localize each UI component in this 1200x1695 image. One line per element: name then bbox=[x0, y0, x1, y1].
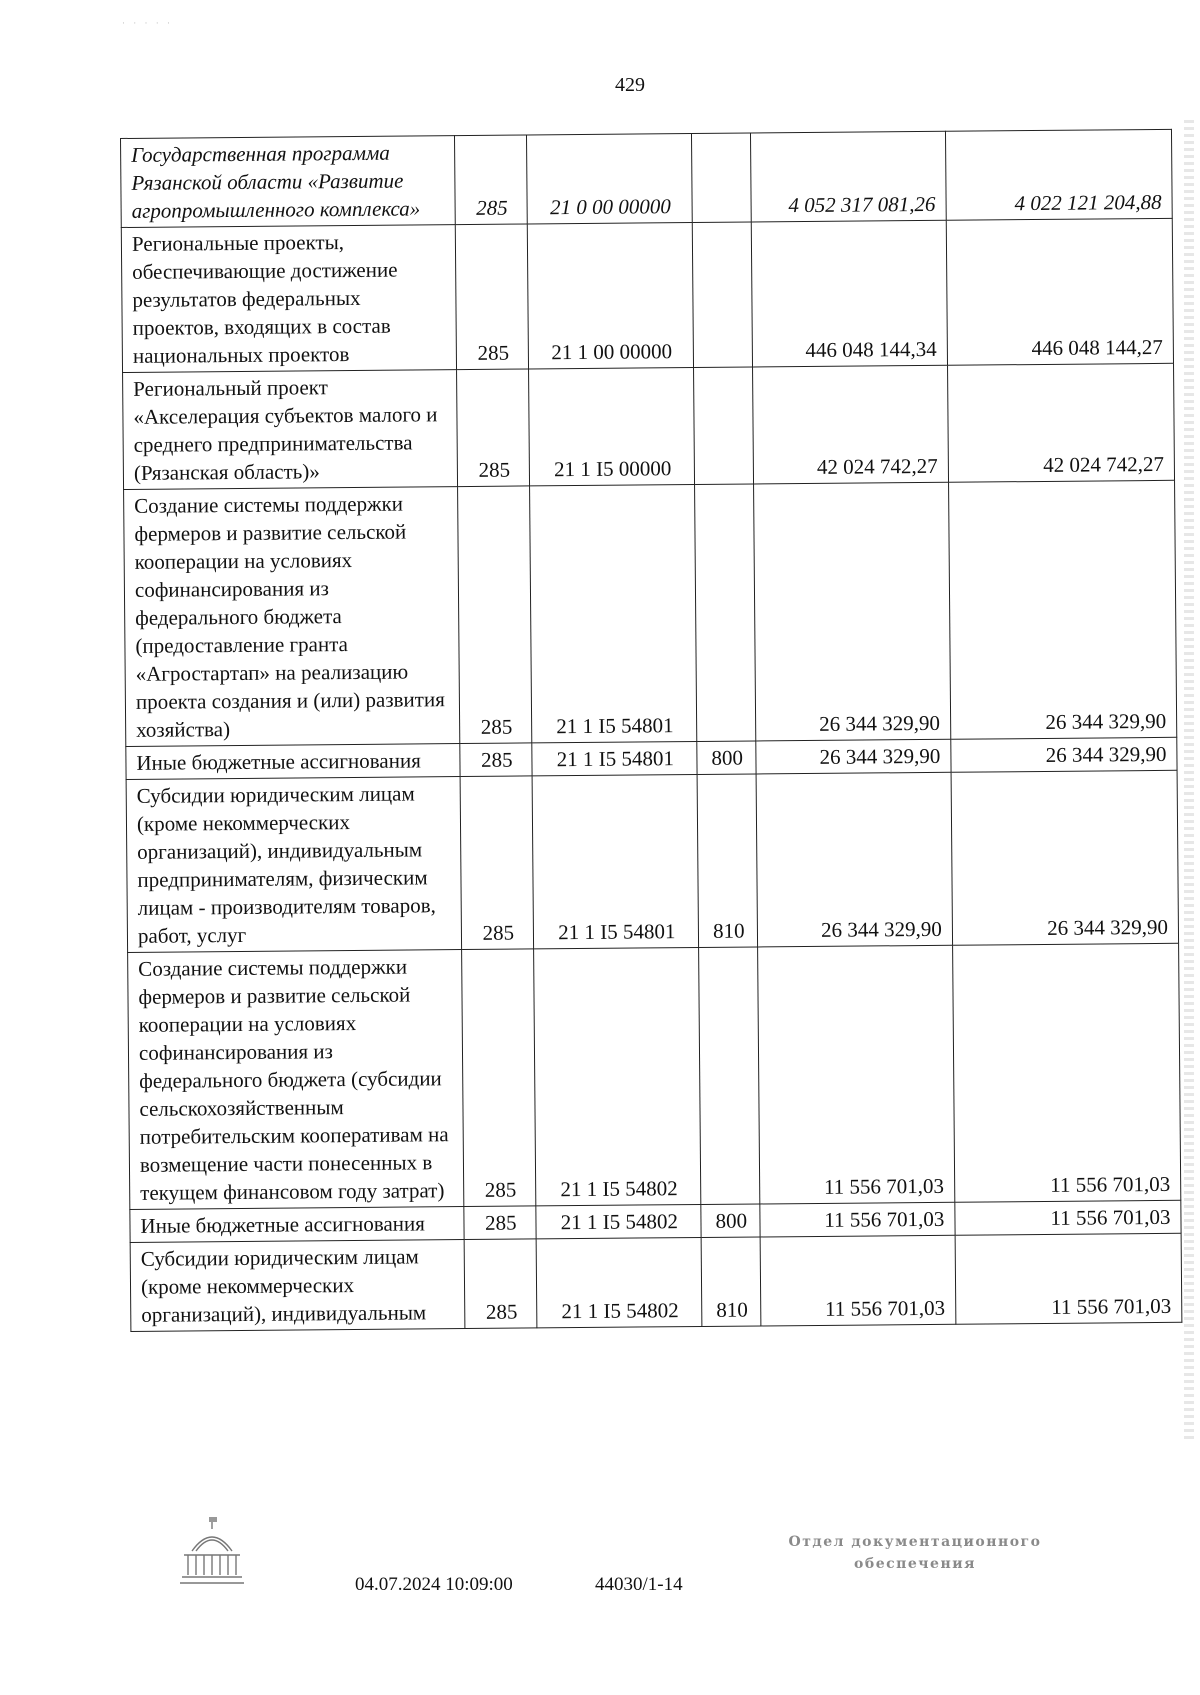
row-gr-cell: 285 bbox=[460, 743, 532, 777]
row-sum1-cell: 446 048 144,34 bbox=[751, 220, 947, 367]
row-sum2-cell: 446 048 144,27 bbox=[946, 218, 1173, 365]
page-number: 429 bbox=[615, 74, 645, 96]
row-name-cell: Субсидии юридическим лицам (кроме некоммерческих организаций), индивидуальным предпринимателям, физическим лицам - производителям товаров, работ, услуг bbox=[126, 777, 461, 953]
row-csr-cell: 21 1 00 00000 bbox=[527, 223, 693, 369]
row-csr-cell: 21 1 I5 54801 bbox=[532, 774, 698, 948]
row-vr-cell: 810 bbox=[701, 1237, 761, 1327]
row-sum1-cell: 4 052 317 081,26 bbox=[750, 131, 946, 222]
row-gr-cell: 285 bbox=[464, 1239, 537, 1329]
scan-edge-noise bbox=[1184, 120, 1194, 1440]
row-csr-cell: 21 1 I5 00000 bbox=[528, 368, 694, 486]
row-csr-cell: 21 1 I5 54802 bbox=[536, 1237, 702, 1327]
row-csr-cell: 21 0 00 00000 bbox=[526, 134, 692, 224]
budget-table bbox=[120, 129, 1182, 1332]
footer-doc-number: 44030/1-14 bbox=[595, 1574, 683, 1595]
row-sum1-cell: 11 556 701,03 bbox=[758, 945, 955, 1204]
row-sum1-cell: 26 344 329,90 bbox=[753, 482, 950, 741]
row-csr-cell: 21 1 I5 54801 bbox=[530, 485, 697, 743]
row-sum2-cell: 11 556 701,03 bbox=[955, 1200, 1181, 1235]
row-gr-cell: 285 bbox=[457, 486, 531, 744]
row-gr-cell: 285 bbox=[461, 949, 535, 1207]
row-name-cell: Региональный проект «Акселерация субъектов малого и среднего предпринимательства (Рязанская область)» bbox=[123, 370, 458, 490]
row-sum2-cell: 42 024 742,27 bbox=[947, 363, 1174, 482]
row-sum1-cell: 26 344 329,90 bbox=[756, 739, 951, 774]
row-sum2-cell: 26 344 329,90 bbox=[951, 737, 1177, 772]
table-row bbox=[128, 943, 1181, 1209]
stamp-line-2: обеспечения bbox=[854, 1556, 976, 1572]
row-vr-cell: 800 bbox=[696, 741, 756, 775]
row-gr-cell: 285 bbox=[460, 776, 534, 950]
row-sum2-cell: 26 344 329,90 bbox=[951, 770, 1179, 945]
row-sum2-cell: 11 556 701,03 bbox=[955, 1233, 1182, 1324]
table-row bbox=[121, 218, 1173, 372]
row-name-cell: Субсидии юридическим лицам (кроме некоммерческих организаций), индивидуальным bbox=[130, 1240, 465, 1332]
row-vr-cell: 800 bbox=[701, 1204, 761, 1238]
stamp-line-1: Отдел документационного bbox=[788, 1534, 1042, 1550]
duma-building-logo bbox=[178, 1515, 246, 1589]
row-name-cell: Иные бюджетные ассигнования bbox=[130, 1207, 464, 1243]
table-row bbox=[123, 363, 1175, 489]
row-sum2-cell: 26 344 329,90 bbox=[948, 480, 1176, 739]
row-name-cell: Государственная программа Рязанской области «Развитие агропромышленного комплекса» bbox=[121, 136, 456, 228]
row-name-cell: Иные бюджетные ассигнования bbox=[126, 744, 460, 780]
scan-marks: · · · · · bbox=[122, 18, 173, 28]
table-row bbox=[130, 1233, 1182, 1331]
row-csr-cell: 21 1 I5 54801 bbox=[532, 741, 697, 775]
row-vr-cell bbox=[691, 133, 751, 223]
row-sum1-cell: 26 344 329,90 bbox=[756, 772, 952, 947]
table-row bbox=[121, 129, 1173, 227]
row-sum1-cell: 11 556 701,03 bbox=[760, 1235, 956, 1326]
row-gr-cell: 285 bbox=[455, 224, 528, 370]
footer-date: 04.07.2024 10:09:00 bbox=[355, 1574, 513, 1595]
row-sum1-cell: 42 024 742,27 bbox=[752, 365, 948, 484]
row-vr-cell bbox=[694, 484, 755, 742]
row-vr-cell bbox=[698, 947, 759, 1205]
row-name-cell: Создание системы поддержки фермеров и развитие сельской кооперации на условиях софинансирования из федерального бюджета (предоставление гранта «Агростартап» на реализацию проекта создания и (или) развития хозяйства) bbox=[124, 487, 460, 747]
row-gr-cell: 285 bbox=[456, 369, 529, 487]
row-sum1-cell: 11 556 701,03 bbox=[760, 1202, 955, 1237]
row-sum2-cell: 11 556 701,03 bbox=[952, 943, 1180, 1202]
table-row bbox=[126, 770, 1178, 952]
row-vr-cell bbox=[692, 222, 752, 368]
table-row bbox=[124, 480, 1177, 746]
row-csr-cell: 21 1 I5 54802 bbox=[536, 1204, 701, 1238]
row-name-cell: Создание системы поддержки фермеров и развитие сельской кооперации на условиях софинансирования из федерального бюджета (субсидии сельскохозяйственным потребительским кооперативам на возмещение части понесенных в текущем финансовом году затрат) bbox=[128, 950, 464, 1210]
row-gr-cell: 285 bbox=[464, 1206, 536, 1240]
row-sum2-cell: 4 022 121 204,88 bbox=[945, 129, 1172, 220]
row-csr-cell: 21 1 I5 54802 bbox=[534, 947, 701, 1205]
department-stamp bbox=[760, 1531, 1070, 1575]
row-gr-cell: 285 bbox=[454, 135, 527, 225]
row-vr-cell: 810 bbox=[697, 774, 758, 948]
budget-table-body bbox=[121, 129, 1182, 1331]
row-name-cell: Региональные проекты, обеспечивающие достижение результатов федеральных проектов, входящих в состав национальных проектов bbox=[121, 225, 456, 373]
row-vr-cell bbox=[693, 367, 753, 485]
